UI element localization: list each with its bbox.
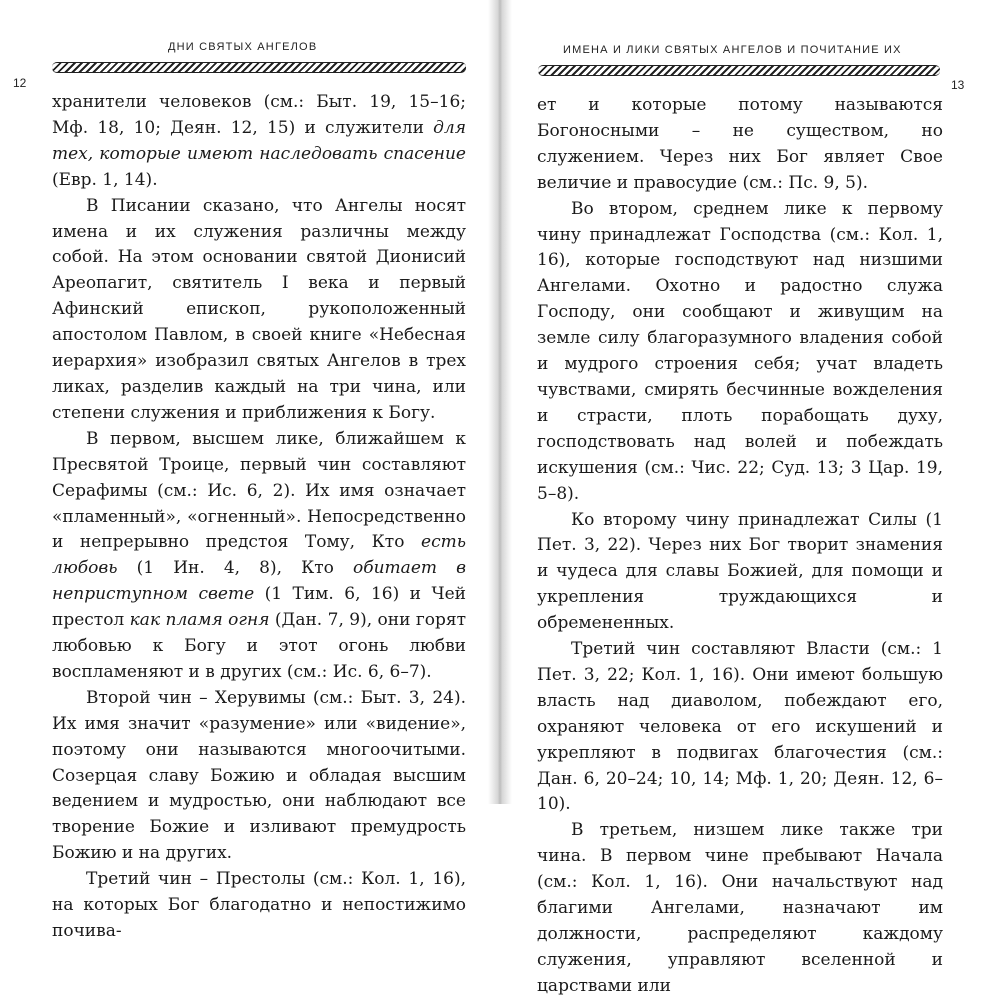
text-run: (Евр. 1, 14). [52,169,158,190]
left-ornament-rule [52,62,466,73]
text-run: Третий чин – Престолы (см.: Кол. 1, 16), на которых Бог благодатно и непостижимо почива- [52,869,466,941]
paragraph [52,427,466,686]
paragraph [52,867,466,945]
right-page-number: 13 [951,78,965,92]
left-page-number: 12 [13,76,27,90]
right-body-text [537,93,943,1000]
right-ornament-rule [538,65,940,76]
paragraph [52,686,466,867]
text-run: Ко второму чину принадлежат Силы (1 Пет. 3, 22). Через них Бог творит знамения и чудеса для славы Божией, для помощи и укрепления труждающихся и обремененных. [537,509,943,634]
paragraph [537,197,943,508]
text-run: Второй чин – Херувимы (см.: Быт. 3, 24). Их имя значит «разумение» или «видение», поэтому они называются многоочитыми. Созерцая славу Божию и обладая высшим ведением и мудростью, они наблюдают все творение Божие и изливают премудрость Божию и на других. [52,687,466,864]
paragraph [537,508,943,638]
text-run: (1 Тим. 6, 16) и Чей престол [52,584,467,631]
text-run: (1 Ин. 4, 8), Кто [117,558,353,579]
text-run: Третий чин составляют Власти (см.: 1 Пет. 3, 22; Кол. 1, 16). Они имеют большую власть над диаволом, побеждают его, охраняют человека от его искушений и укрепляют в подвигах благочестия (см.: Дан. 6, 20–24; 10, 14; Мф. 1, 20; Деян. 12, 6–10). [537,639,943,815]
left-body-text [52,90,466,945]
paragraph [52,194,466,427]
text-run: хранители человеков (см.: Быт. 19, 15–16; Мф. 18, 10; Деян. 12, 15) и служители [52,92,466,138]
italic-quote: обитает в неприступном свете [52,558,466,605]
text-run: В первом, высшем лике, ближайшем к Пресвятой Троице, первый чин составляют Серафимы (см.: Ис. 6, 2). Их имя означает «пламенный», «огненный». Непосредственно и непрерывно предстоя Тому, Кто [52,428,466,553]
paragraph [537,637,943,818]
text-run: В Писании сказано, что Ангелы носят имена и их служения различны между собой. На этом основании святой Дионисий Ареопагит, святитель I века и первый Афинский епископ, рукоположенный апостолом Павлом, в своей книге «Небесная иерархия» изобразил святых Ангелов в трех ликах, разделив каждый на три чина, или степени служения и приближения к Богу. [52,195,466,423]
right-page [500,0,1000,996]
paragraph [537,818,943,999]
text-run: (Дан. 7, 9), они горят любовью к Богу и этот огонь любви воспламеняют и в других (см.: Ис. 6, 6–7). [52,610,466,682]
text-run: В третьем, низшем лике также три чина. В первом чине пребывают Начала (см.: Кол. 1, 16). Они начальствуют над благими Ангелами, назначают им должности, распределяют каждому служения, управляют вселенной и царствами или [537,820,943,996]
italic-quote: как пламя огня [129,610,270,631]
italic-quote: есть любовь [52,532,466,579]
paragraph [537,93,943,197]
left-running-head: ДНИ СВЯТЫХ АНГЕЛОВ [168,41,318,53]
paragraph [52,90,466,194]
italic-quote: для тех, которые имеют наследовать спасение [52,117,466,164]
text-run: ет и которые потому называются Богоносными – не существом, но служением. Через них Бог являет Свое величие и правосудие (см.: Пс. 9, 5). [537,95,943,193]
text-run: Во втором, среднем лике к первому чину принадлежат Господства (см.: Кол. 1, 16), которые господствуют над низшими Ангелами. Охотно и радостно служа Господу, они сообщают и живущим на земле силу благоразумного владения собой и мудрого строения себя; учат владеть чувствами, смирять бесчинные вожделения и страсти, плоть порабощать духу, господствовать над волей и побеждать искушения (см.: Чис. 22; Суд. 13; 3 Цар. 19, 5–8). [537,198,943,504]
right-running-head: ИМЕНА И ЛИКИ СВЯТЫХ АНГЕЛОВ И ПОЧИТАНИЕ ИХ [563,44,902,56]
left-page [0,0,498,941]
